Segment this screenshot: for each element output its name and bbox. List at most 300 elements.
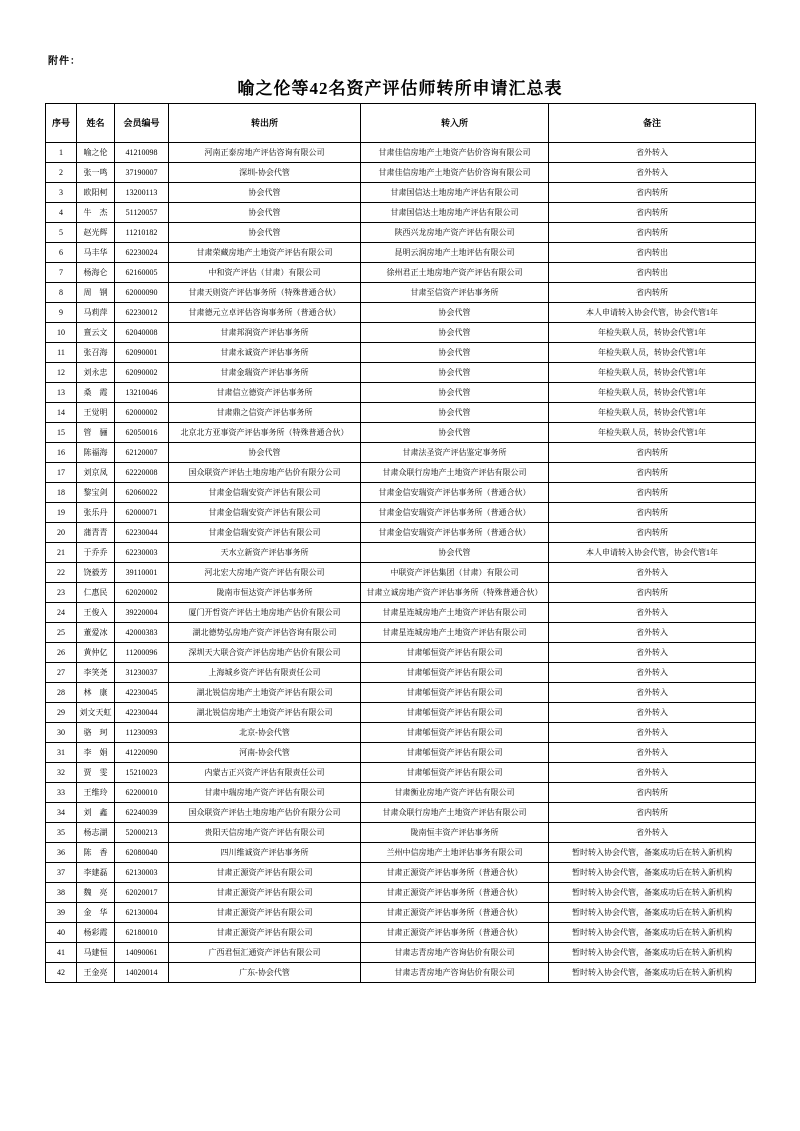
cell-name: 马建恒 bbox=[77, 943, 115, 963]
cell-serial: 9 bbox=[46, 303, 77, 323]
cell-member-id: 39220004 bbox=[115, 603, 169, 623]
table-row bbox=[46, 223, 756, 243]
cell-serial: 17 bbox=[46, 463, 77, 483]
cell-member-id: 62180010 bbox=[115, 923, 169, 943]
cell-member-id: 62000071 bbox=[115, 503, 169, 523]
cell-out-firm: 甘肃金信瑞安资产评估有限公司 bbox=[169, 483, 361, 503]
cell-name: 陈福海 bbox=[77, 443, 115, 463]
cell-serial: 32 bbox=[46, 763, 77, 783]
cell-member-id: 14090061 bbox=[115, 943, 169, 963]
cell-name: 杨海仑 bbox=[77, 263, 115, 283]
cell-name: 刘文天虹 bbox=[77, 703, 115, 723]
cell-in-firm: 甘肃法圣资产评估鉴定事务所 bbox=[361, 443, 549, 463]
cell-member-id: 37190007 bbox=[115, 163, 169, 183]
cell-name: 桑 霞 bbox=[77, 383, 115, 403]
cell-remark: 年检失联人员，转协会代管1年 bbox=[549, 343, 756, 363]
cell-in-firm: 甘肃星连城房地产土地资产评估有限公司 bbox=[361, 603, 549, 623]
cell-name: 马莉萍 bbox=[77, 303, 115, 323]
cell-member-id: 42230045 bbox=[115, 683, 169, 703]
cell-in-firm: 甘肃众联行房地产土地资产评估有限公司 bbox=[361, 803, 549, 823]
cell-serial: 37 bbox=[46, 863, 77, 883]
cell-in-firm: 协会代管 bbox=[361, 303, 549, 323]
cell-in-firm: 甘肃立诚房地产资产评估事务所（特殊普通合伙） bbox=[361, 583, 549, 603]
cell-member-id: 62130003 bbox=[115, 863, 169, 883]
table-row bbox=[46, 663, 756, 683]
cell-out-firm: 甘肃正源资产评估有限公司 bbox=[169, 923, 361, 943]
cell-serial: 27 bbox=[46, 663, 77, 683]
cell-remark: 省外转入 bbox=[549, 603, 756, 623]
cell-name: 林 康 bbox=[77, 683, 115, 703]
cell-member-id: 62200010 bbox=[115, 783, 169, 803]
cell-in-firm: 甘肃郇恒资产评估有限公司 bbox=[361, 763, 549, 783]
cell-out-firm: 广西君恒汇通资产评估有限公司 bbox=[169, 943, 361, 963]
cell-member-id: 62090002 bbox=[115, 363, 169, 383]
cell-member-id: 42230044 bbox=[115, 703, 169, 723]
cell-in-firm: 陕西兴龙房地产资产评估有限公司 bbox=[361, 223, 549, 243]
cell-out-firm: 国众联资产评估土地房地产估价有限分公司 bbox=[169, 463, 361, 483]
cell-out-firm: 河南正泰房地产评估咨询有限公司 bbox=[169, 143, 361, 163]
cell-name: 魏 亮 bbox=[77, 883, 115, 903]
cell-remark: 暂时转入协会代管，备案成功后在转入新机构 bbox=[549, 863, 756, 883]
cell-name: 杨志湖 bbox=[77, 823, 115, 843]
cell-out-firm: 北京-协会代管 bbox=[169, 723, 361, 743]
cell-remark: 省外转入 bbox=[549, 663, 756, 683]
cell-in-firm: 甘肃郇恒资产评估有限公司 bbox=[361, 643, 549, 663]
cell-serial: 31 bbox=[46, 743, 77, 763]
cell-out-firm: 陇南市恒达资产评估事务所 bbox=[169, 583, 361, 603]
cell-in-firm: 甘肃正源资产评估事务所（普通合伙） bbox=[361, 923, 549, 943]
transfer-summary-table bbox=[45, 103, 756, 983]
table-row bbox=[46, 203, 756, 223]
cell-remark: 省内转所 bbox=[549, 203, 756, 223]
cell-member-id: 62230044 bbox=[115, 523, 169, 543]
cell-name: 刘 鑫 bbox=[77, 803, 115, 823]
cell-out-firm: 广东-协会代管 bbox=[169, 963, 361, 983]
cell-name: 金 华 bbox=[77, 903, 115, 923]
column-header: 备注 bbox=[549, 104, 756, 143]
cell-out-firm: 深圳-协会代管 bbox=[169, 163, 361, 183]
cell-remark: 年检失联人员，转协会代管1年 bbox=[549, 423, 756, 443]
cell-member-id: 62160005 bbox=[115, 263, 169, 283]
cell-serial: 1 bbox=[46, 143, 77, 163]
cell-serial: 3 bbox=[46, 183, 77, 203]
cell-in-firm: 甘肃衡业房地产资产评估有限公司 bbox=[361, 783, 549, 803]
table-row bbox=[46, 723, 756, 743]
cell-serial: 4 bbox=[46, 203, 77, 223]
cell-name: 张一鸣 bbox=[77, 163, 115, 183]
table-row bbox=[46, 163, 756, 183]
column-header: 会员编号 bbox=[115, 104, 169, 143]
cell-in-firm: 协会代管 bbox=[361, 383, 549, 403]
cell-name: 骆 珂 bbox=[77, 723, 115, 743]
cell-in-firm: 兰州中信房地产土地评估事务有限公司 bbox=[361, 843, 549, 863]
cell-name: 贾 雯 bbox=[77, 763, 115, 783]
table-row bbox=[46, 503, 756, 523]
cell-serial: 39 bbox=[46, 903, 77, 923]
cell-out-firm: 国众联资产评估土地房地产估价有限分公司 bbox=[169, 803, 361, 823]
table-row bbox=[46, 783, 756, 803]
cell-remark: 省内转所 bbox=[549, 583, 756, 603]
cell-out-firm: 甘肃金信瑞安资产评估有限公司 bbox=[169, 523, 361, 543]
cell-remark: 本人申请转入协会代管，协会代管1年 bbox=[549, 543, 756, 563]
column-header: 序号 bbox=[46, 104, 77, 143]
cell-member-id: 62020017 bbox=[115, 883, 169, 903]
table-row bbox=[46, 603, 756, 623]
cell-name: 蒲青青 bbox=[77, 523, 115, 543]
cell-out-firm: 河南-协会代管 bbox=[169, 743, 361, 763]
cell-serial: 12 bbox=[46, 363, 77, 383]
cell-name: 于乔乔 bbox=[77, 543, 115, 563]
cell-member-id: 62000090 bbox=[115, 283, 169, 303]
cell-member-id: 39110001 bbox=[115, 563, 169, 583]
cell-serial: 42 bbox=[46, 963, 77, 983]
cell-name: 李笑尧 bbox=[77, 663, 115, 683]
cell-in-firm: 甘肃郇恒资产评估有限公司 bbox=[361, 703, 549, 723]
table-row bbox=[46, 363, 756, 383]
cell-out-firm: 贵阳天信房地产资产评估有限公司 bbox=[169, 823, 361, 843]
cell-remark: 省内转所 bbox=[549, 783, 756, 803]
cell-name: 黎宝剑 bbox=[77, 483, 115, 503]
cell-member-id: 62000002 bbox=[115, 403, 169, 423]
cell-member-id: 31230037 bbox=[115, 663, 169, 683]
table-row bbox=[46, 563, 756, 583]
cell-in-firm: 协会代管 bbox=[361, 343, 549, 363]
cell-in-firm: 协会代管 bbox=[361, 403, 549, 423]
table-row bbox=[46, 483, 756, 503]
cell-serial: 7 bbox=[46, 263, 77, 283]
table-row bbox=[46, 643, 756, 663]
table-row bbox=[46, 623, 756, 643]
cell-member-id: 52000213 bbox=[115, 823, 169, 843]
cell-in-firm: 甘肃佳信房地产土地资产估价咨询有限公司 bbox=[361, 143, 549, 163]
cell-serial: 29 bbox=[46, 703, 77, 723]
cell-name: 周 钢 bbox=[77, 283, 115, 303]
cell-remark: 暂时转入协会代管，备案成功后在转入新机构 bbox=[549, 963, 756, 983]
cell-name: 王金亮 bbox=[77, 963, 115, 983]
cell-remark: 暂时转入协会代管，备案成功后在转入新机构 bbox=[549, 883, 756, 903]
cell-in-firm: 陇南恒丰资产评估事务所 bbox=[361, 823, 549, 843]
table-row bbox=[46, 543, 756, 563]
cell-out-firm: 内蒙古正兴资产评估有限责任公司 bbox=[169, 763, 361, 783]
cell-member-id: 41210098 bbox=[115, 143, 169, 163]
cell-in-firm: 甘肃正源资产评估事务所（普通合伙） bbox=[361, 863, 549, 883]
cell-member-id: 15210023 bbox=[115, 763, 169, 783]
cell-in-firm: 甘肃至信资产评估事务所 bbox=[361, 283, 549, 303]
cell-remark: 暂时转入协会代管，备案成功后在转入新机构 bbox=[549, 923, 756, 943]
cell-out-firm: 协会代管 bbox=[169, 443, 361, 463]
cell-member-id: 62050016 bbox=[115, 423, 169, 443]
table-header-row bbox=[46, 104, 756, 143]
cell-name: 管 骊 bbox=[77, 423, 115, 443]
cell-serial: 25 bbox=[46, 623, 77, 643]
cell-out-firm: 甘肃信立德资产评估事务所 bbox=[169, 383, 361, 403]
table-body bbox=[46, 143, 756, 983]
cell-name: 张乐丹 bbox=[77, 503, 115, 523]
table-row bbox=[46, 183, 756, 203]
cell-member-id: 11200096 bbox=[115, 643, 169, 663]
cell-name: 张召海 bbox=[77, 343, 115, 363]
table-row bbox=[46, 943, 756, 963]
cell-in-firm: 甘肃众联行房地产土地资产评估有限公司 bbox=[361, 463, 549, 483]
cell-serial: 22 bbox=[46, 563, 77, 583]
cell-member-id: 62230024 bbox=[115, 243, 169, 263]
cell-serial: 16 bbox=[46, 443, 77, 463]
cell-name: 马丰华 bbox=[77, 243, 115, 263]
cell-in-firm: 甘肃金信安瑞资产评估事务所（普通合伙） bbox=[361, 483, 549, 503]
cell-out-firm: 上海城乡资产评估有限责任公司 bbox=[169, 663, 361, 683]
cell-remark: 省内转所 bbox=[549, 443, 756, 463]
column-header: 姓名 bbox=[77, 104, 115, 143]
cell-serial: 24 bbox=[46, 603, 77, 623]
cell-in-firm: 协会代管 bbox=[361, 363, 549, 383]
table-row bbox=[46, 863, 756, 883]
cell-out-firm: 甘肃德元立卓评估咨询事务所（普通合伙） bbox=[169, 303, 361, 323]
cell-serial: 19 bbox=[46, 503, 77, 523]
cell-serial: 20 bbox=[46, 523, 77, 543]
cell-member-id: 62060022 bbox=[115, 483, 169, 503]
cell-in-firm: 甘肃郇恒资产评估有限公司 bbox=[361, 663, 549, 683]
cell-remark: 年检失联人员，转协会代管1年 bbox=[549, 363, 756, 383]
cell-out-firm: 湖北锐信房地产土地资产评估有限公司 bbox=[169, 703, 361, 723]
cell-member-id: 62040008 bbox=[115, 323, 169, 343]
cell-out-firm: 甘肃金瑞资产评估事务所 bbox=[169, 363, 361, 383]
column-header: 转出所 bbox=[169, 104, 361, 143]
table-row bbox=[46, 423, 756, 443]
table-row bbox=[46, 263, 756, 283]
cell-name: 喻之伦 bbox=[77, 143, 115, 163]
cell-out-firm: 协会代管 bbox=[169, 223, 361, 243]
cell-in-firm: 甘肃星连城房地产土地资产评估有限公司 bbox=[361, 623, 549, 643]
cell-serial: 15 bbox=[46, 423, 77, 443]
cell-remark: 省内转所 bbox=[549, 463, 756, 483]
cell-out-firm: 甘肃邦润资产评估事务所 bbox=[169, 323, 361, 343]
cell-remark: 省外转入 bbox=[549, 143, 756, 163]
cell-out-firm: 北京北方亚事资产评估事务所（特殊普通合伙） bbox=[169, 423, 361, 443]
cell-in-firm: 甘肃正源资产评估事务所（普通合伙） bbox=[361, 883, 549, 903]
cell-serial: 10 bbox=[46, 323, 77, 343]
table-row bbox=[46, 963, 756, 983]
cell-serial: 5 bbox=[46, 223, 77, 243]
cell-member-id: 14020014 bbox=[115, 963, 169, 983]
cell-out-firm: 甘肃正源资产评估有限公司 bbox=[169, 883, 361, 903]
table-row bbox=[46, 463, 756, 483]
cell-in-firm: 协会代管 bbox=[361, 543, 549, 563]
cell-out-firm: 甘肃天则资产评估事务所（特殊普通合伙） bbox=[169, 283, 361, 303]
table-row bbox=[46, 843, 756, 863]
cell-out-firm: 天水立新资产评估事务所 bbox=[169, 543, 361, 563]
cell-name: 刘永忠 bbox=[77, 363, 115, 383]
table-row bbox=[46, 343, 756, 363]
cell-member-id: 13210046 bbox=[115, 383, 169, 403]
cell-out-firm: 甘肃鼎之信资产评估事务所 bbox=[169, 403, 361, 423]
table-row bbox=[46, 583, 756, 603]
table-row bbox=[46, 523, 756, 543]
table-row bbox=[46, 143, 756, 163]
cell-in-firm: 协会代管 bbox=[361, 323, 549, 343]
cell-name: 李 娟 bbox=[77, 743, 115, 763]
table-row bbox=[46, 683, 756, 703]
cell-out-firm: 甘肃中瑞房地产资产评估有限公司 bbox=[169, 783, 361, 803]
cell-name: 董爱冰 bbox=[77, 623, 115, 643]
table-row bbox=[46, 443, 756, 463]
cell-member-id: 62020002 bbox=[115, 583, 169, 603]
cell-out-firm: 甘肃永诚资产评估事务所 bbox=[169, 343, 361, 363]
cell-member-id: 62130004 bbox=[115, 903, 169, 923]
cell-serial: 6 bbox=[46, 243, 77, 263]
cell-in-firm: 甘肃佳信房地产土地资产估价咨询有限公司 bbox=[361, 163, 549, 183]
cell-in-firm: 甘肃郇恒资产评估有限公司 bbox=[361, 743, 549, 763]
table-row bbox=[46, 823, 756, 843]
cell-remark: 省外转入 bbox=[549, 683, 756, 703]
cell-remark: 省内转出 bbox=[549, 263, 756, 283]
cell-remark: 省内转所 bbox=[549, 523, 756, 543]
cell-out-firm: 甘肃正源资产评估有限公司 bbox=[169, 863, 361, 883]
cell-in-firm: 甘肃志青房地产咨询估价有限公司 bbox=[361, 963, 549, 983]
cell-remark: 省内转所 bbox=[549, 503, 756, 523]
cell-serial: 30 bbox=[46, 723, 77, 743]
cell-in-firm: 中联资产评估集团（甘肃）有限公司 bbox=[361, 563, 549, 583]
column-header: 转入所 bbox=[361, 104, 549, 143]
cell-remark: 暂时转入协会代管，备案成功后在转入新机构 bbox=[549, 943, 756, 963]
cell-serial: 18 bbox=[46, 483, 77, 503]
cell-member-id: 42000383 bbox=[115, 623, 169, 643]
cell-remark: 年检失联人员，转协会代管1年 bbox=[549, 403, 756, 423]
cell-remark: 省外转入 bbox=[549, 563, 756, 583]
table-row bbox=[46, 383, 756, 403]
cell-in-firm: 协会代管 bbox=[361, 423, 549, 443]
cell-remark: 省外转入 bbox=[549, 823, 756, 843]
cell-remark: 省内转所 bbox=[549, 483, 756, 503]
cell-out-firm: 厦门开哲资产评估土地房地产估价有限公司 bbox=[169, 603, 361, 623]
table-row bbox=[46, 903, 756, 923]
cell-member-id: 41220090 bbox=[115, 743, 169, 763]
cell-out-firm: 湖北锐信房地产土地资产评估有限公司 bbox=[169, 683, 361, 703]
cell-remark: 省外转入 bbox=[549, 643, 756, 663]
cell-name: 饶毅芳 bbox=[77, 563, 115, 583]
table-row bbox=[46, 763, 756, 783]
cell-member-id: 62230003 bbox=[115, 543, 169, 563]
cell-in-firm: 甘肃郇恒资产评估有限公司 bbox=[361, 723, 549, 743]
cell-remark: 省外转入 bbox=[549, 723, 756, 743]
cell-serial: 14 bbox=[46, 403, 77, 423]
cell-out-firm: 协会代管 bbox=[169, 203, 361, 223]
cell-remark: 省内转出 bbox=[549, 243, 756, 263]
cell-out-firm: 河北宏大房地产资产评估有限公司 bbox=[169, 563, 361, 583]
cell-member-id: 62090001 bbox=[115, 343, 169, 363]
cell-remark: 暂时转入协会代管，备案成功后在转入新机构 bbox=[549, 903, 756, 923]
attachment-label: 附件： bbox=[48, 56, 81, 67]
cell-out-firm: 四川维诚资产评估事务所 bbox=[169, 843, 361, 863]
cell-in-firm: 昆明云润房地产土地评估有限公司 bbox=[361, 243, 549, 263]
cell-member-id: 51120057 bbox=[115, 203, 169, 223]
cell-serial: 13 bbox=[46, 383, 77, 403]
cell-serial: 11 bbox=[46, 343, 77, 363]
table-row bbox=[46, 323, 756, 343]
cell-remark: 省外转入 bbox=[549, 623, 756, 643]
cell-serial: 40 bbox=[46, 923, 77, 943]
cell-serial: 41 bbox=[46, 943, 77, 963]
cell-remark: 本人申请转入协会代管，协会代管1年 bbox=[549, 303, 756, 323]
cell-serial: 36 bbox=[46, 843, 77, 863]
cell-in-firm: 甘肃金信安瑞资产评估事务所（普通合伙） bbox=[361, 523, 549, 543]
cell-remark: 省内转所 bbox=[549, 803, 756, 823]
cell-out-firm: 甘肃正源资产评估有限公司 bbox=[169, 903, 361, 923]
cell-remark: 省外转入 bbox=[549, 743, 756, 763]
table-row bbox=[46, 303, 756, 323]
cell-name: 陈 香 bbox=[77, 843, 115, 863]
cell-name: 赵光辉 bbox=[77, 223, 115, 243]
table-row bbox=[46, 403, 756, 423]
cell-serial: 23 bbox=[46, 583, 77, 603]
cell-serial: 38 bbox=[46, 883, 77, 903]
cell-serial: 26 bbox=[46, 643, 77, 663]
cell-serial: 34 bbox=[46, 803, 77, 823]
table-row bbox=[46, 923, 756, 943]
cell-name: 王俊入 bbox=[77, 603, 115, 623]
cell-serial: 21 bbox=[46, 543, 77, 563]
cell-out-firm: 中和资产评估（甘肃）有限公司 bbox=[169, 263, 361, 283]
cell-remark: 省内转所 bbox=[549, 223, 756, 243]
table-row bbox=[46, 883, 756, 903]
cell-name: 牛 杰 bbox=[77, 203, 115, 223]
cell-out-firm: 甘肃荣藏房地产土地资产评估有限公司 bbox=[169, 243, 361, 263]
cell-out-firm: 协会代管 bbox=[169, 183, 361, 203]
cell-serial: 8 bbox=[46, 283, 77, 303]
cell-remark: 省外转入 bbox=[549, 763, 756, 783]
cell-member-id: 62220008 bbox=[115, 463, 169, 483]
cell-name: 仁惠民 bbox=[77, 583, 115, 603]
cell-serial: 28 bbox=[46, 683, 77, 703]
cell-in-firm: 徐州君正土地房地产资产评估有限公司 bbox=[361, 263, 549, 283]
page-title: 喻之伦等42名资产评估师转所申请汇总表 bbox=[237, 79, 563, 98]
cell-name: 李建磊 bbox=[77, 863, 115, 883]
cell-out-firm: 甘肃金信瑞安资产评估有限公司 bbox=[169, 503, 361, 523]
table-row bbox=[46, 743, 756, 763]
cell-name: 欧阳柯 bbox=[77, 183, 115, 203]
cell-member-id: 62080040 bbox=[115, 843, 169, 863]
cell-remark: 年检失联人员，转协会代管1年 bbox=[549, 323, 756, 343]
table-row bbox=[46, 283, 756, 303]
cell-remark: 暂时转入协会代管，备案成功后在转入新机构 bbox=[549, 843, 756, 863]
cell-member-id: 62240039 bbox=[115, 803, 169, 823]
cell-name: 王维玲 bbox=[77, 783, 115, 803]
cell-member-id: 11210182 bbox=[115, 223, 169, 243]
cell-name: 刘京凤 bbox=[77, 463, 115, 483]
cell-in-firm: 甘肃正源资产评估事务所（普通合伙） bbox=[361, 903, 549, 923]
cell-in-firm: 甘肃金信安瑞资产评估事务所（普通合伙） bbox=[361, 503, 549, 523]
cell-remark: 省外转入 bbox=[549, 703, 756, 723]
cell-member-id: 62120007 bbox=[115, 443, 169, 463]
table-row bbox=[46, 243, 756, 263]
cell-remark: 省内转所 bbox=[549, 283, 756, 303]
cell-name: 亶云文 bbox=[77, 323, 115, 343]
cell-out-firm: 湖北德势弘房地产资产评估咨询有限公司 bbox=[169, 623, 361, 643]
cell-remark: 省外转入 bbox=[549, 163, 756, 183]
cell-name: 王觉明 bbox=[77, 403, 115, 423]
cell-in-firm: 甘肃国信达土地房地产评估有限公司 bbox=[361, 203, 549, 223]
cell-in-firm: 甘肃志青房地产咨询估价有限公司 bbox=[361, 943, 549, 963]
table-row bbox=[46, 703, 756, 723]
cell-serial: 33 bbox=[46, 783, 77, 803]
table-header bbox=[46, 104, 756, 143]
cell-in-firm: 甘肃国信达土地房地产评估有限公司 bbox=[361, 183, 549, 203]
cell-out-firm: 深圳天大联合资产评估房地产估价有限公司 bbox=[169, 643, 361, 663]
cell-name: 杨彩霞 bbox=[77, 923, 115, 943]
cell-remark: 年检失联人员，转协会代管1年 bbox=[549, 383, 756, 403]
cell-remark: 省内转所 bbox=[549, 183, 756, 203]
cell-member-id: 62230012 bbox=[115, 303, 169, 323]
cell-name: 黄仲亿 bbox=[77, 643, 115, 663]
